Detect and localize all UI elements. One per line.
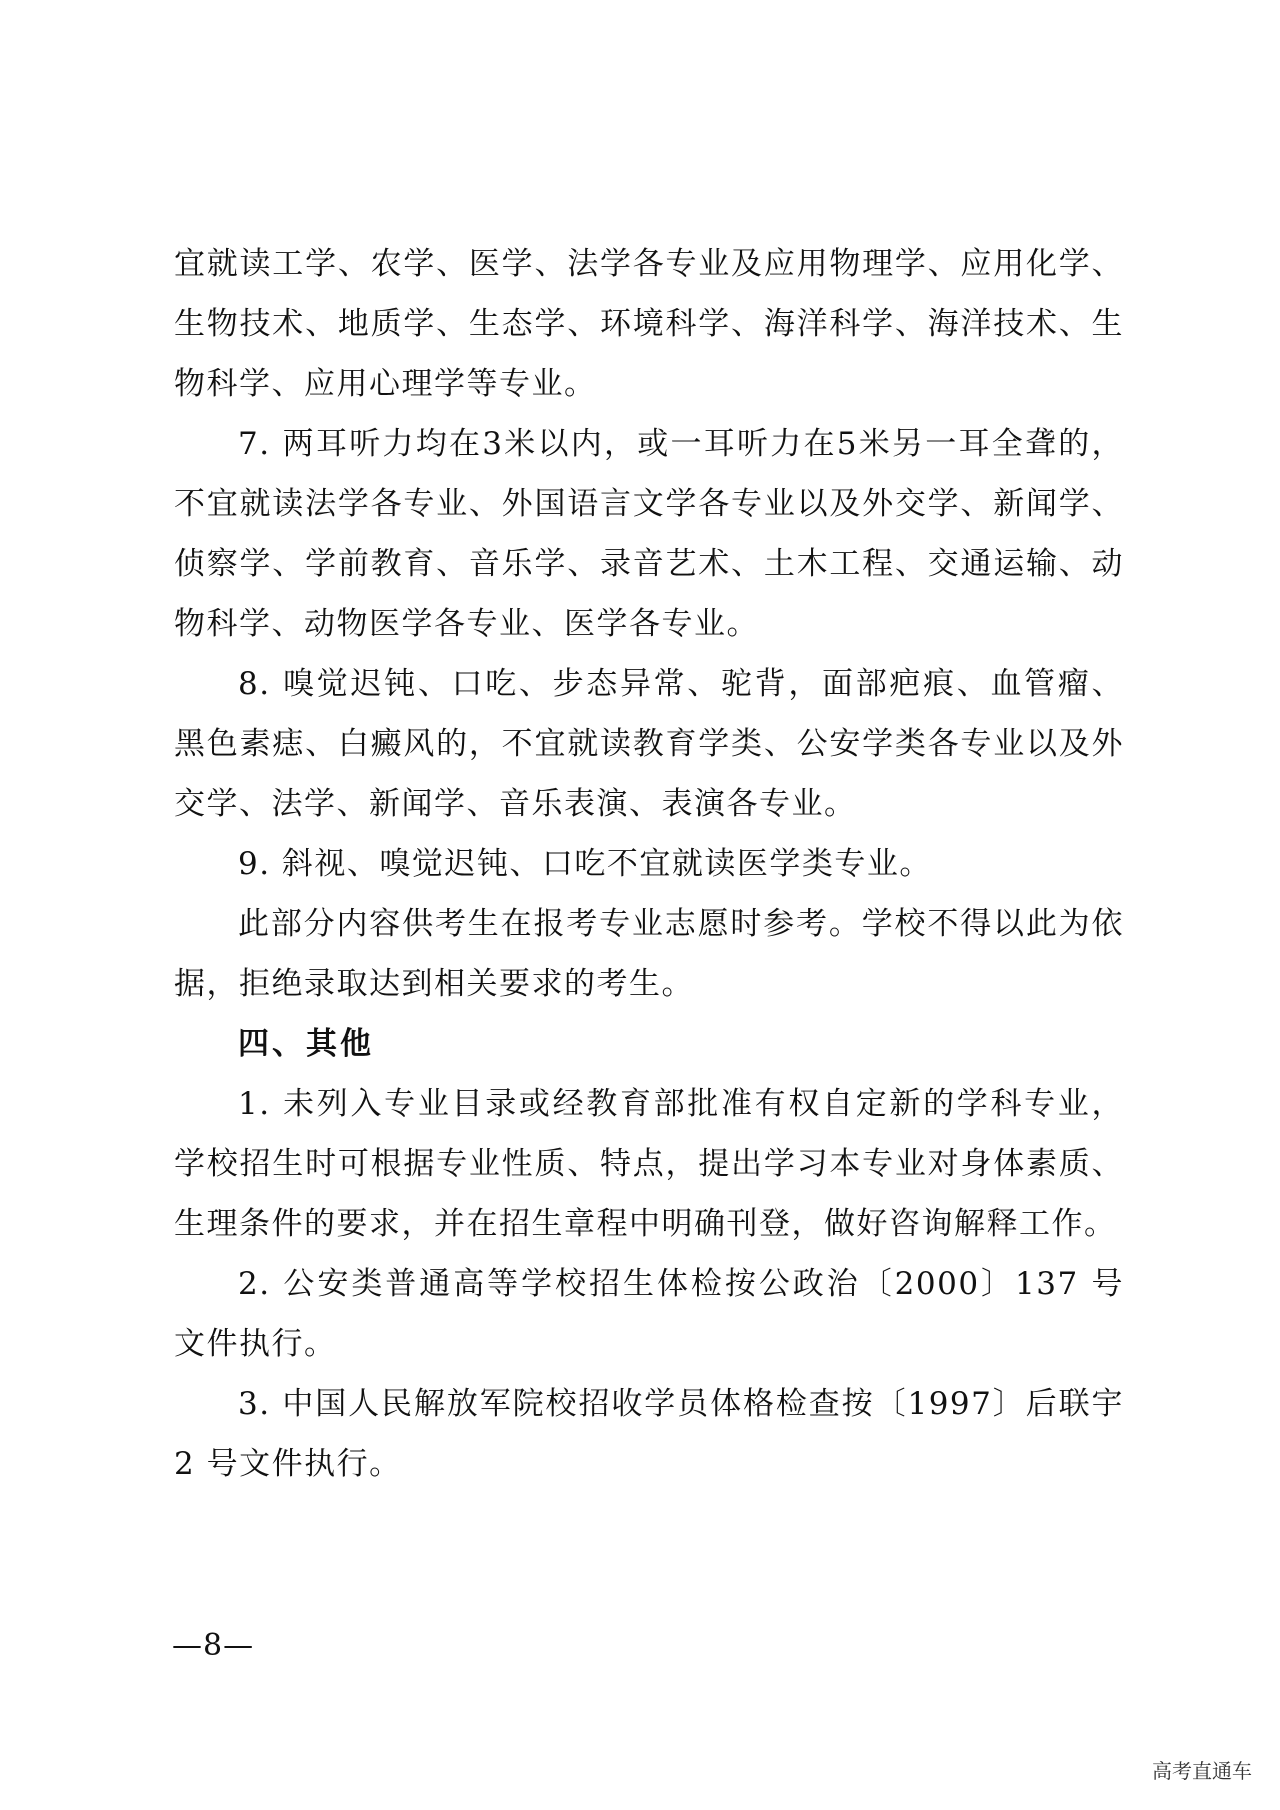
page-number: —8— <box>172 1628 255 1663</box>
section-item-2: 2. 公安类普通高等学校招生体检按公政治〔2000〕137 号文件执行。 <box>174 1266 1124 1362</box>
section-item-1: 1. 未列入专业目录或经教育部批准有权自定新的学科专业，学校招生时可根据专业性质、特点，提出学习本专业对身体素质、生理条件的要求，并在招生章程中明确刊登，做好咨询解释工作。 <box>174 1086 1124 1242</box>
paragraph-note: 此部分内容供考生在报考专业志愿时参考。学校不得以此为依据，拒绝录取达到相关要求的考生。 <box>174 906 1124 1002</box>
paragraph-item-9: 9. 斜视、嗅觉迟钝、口吃不宜就读医学类专业。 <box>238 846 932 882</box>
watermark: 高考直通车 <box>1146 1751 1258 1788</box>
section-item-3: 3. 中国人民解放军院校招收学员体格检查按〔1997〕后联宇2 号文件执行。 <box>174 1386 1124 1482</box>
paragraph-item-8: 8. 嗅觉迟钝、口吃、步态异常、驼背，面部疤痕、血管瘤、黑色素痣、白癜风的，不宜就读教育学类、公安学类各专业以及外交学、法学、新闻学、音乐表演、表演各专业。 <box>174 666 1124 822</box>
paragraph-item-7: 7. 两耳听力均在3米以内，或一耳听力在5米另一耳全聋的，不宜就读法学各专业、外国语言文学各专业以及外交学、新闻学、侦察学、学前教育、音乐学、录音艺术、土木工程、交通运输、动物科学、动物医学各专业、医学各专业。 <box>174 426 1124 642</box>
paragraph-continued: 宜就读工学、农学、医学、法学各专业及应用物理学、应用化学、生物技术、地质学、生态学、环境科学、海洋科学、海洋技术、生物科学、应用心理学等专业。 <box>174 246 1124 402</box>
section-heading: 四、其他 <box>238 1026 374 1062</box>
document-body <box>174 234 1124 1494</box>
